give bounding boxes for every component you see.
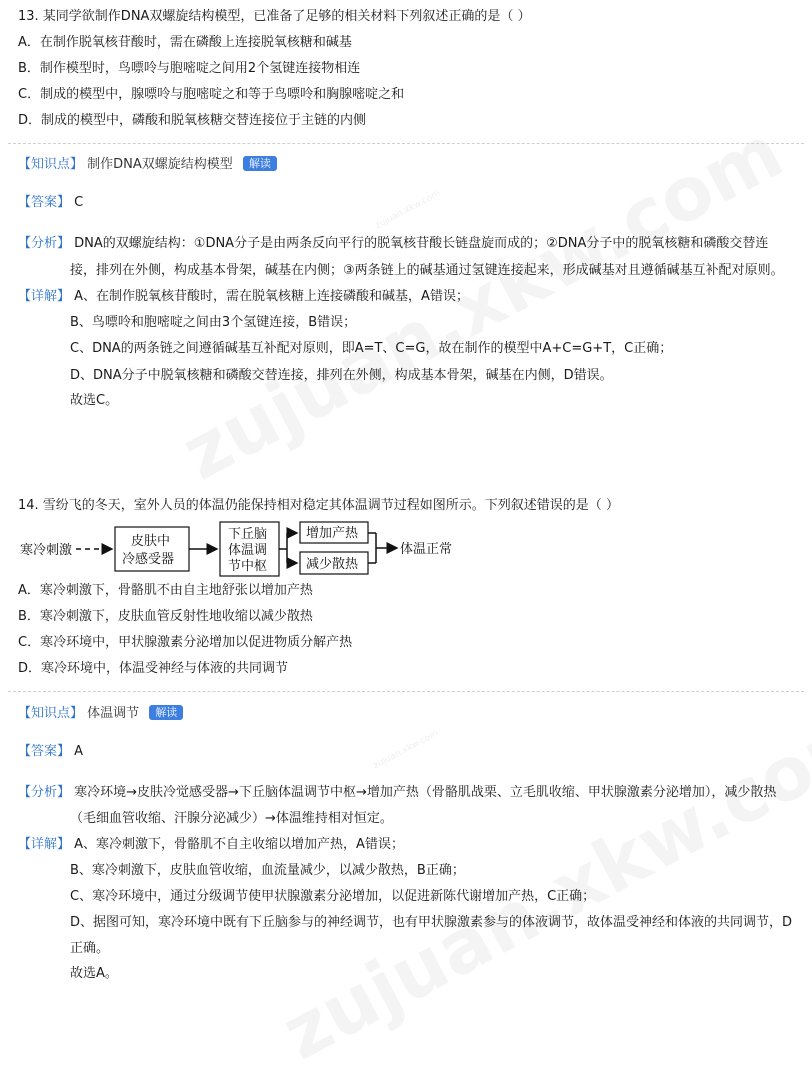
diagram-result: 体温正常 [400, 542, 453, 557]
divider [8, 143, 804, 144]
analysis-row [18, 784, 776, 802]
detail-line: 故选C。 [70, 393, 119, 408]
knowledge-point-row [18, 156, 277, 174]
divider [8, 691, 804, 692]
detail-line: 故选A。 [70, 966, 118, 981]
option-d: D．制成的模型中，磷酸和脱氧核糖交替连接位于主链的内侧 [18, 113, 367, 128]
detail-tag: 【详解】 [18, 837, 71, 852]
knowledge-tag: 【知识点】 [18, 706, 84, 721]
knowledge-point-row [18, 705, 183, 723]
analysis-line: 寒冷环境→皮肤冷觉感受器→下丘脑体温调节中枢→增加产热（骨骼肌战栗、立毛肌收缩、甲状腺激素分泌增加），减少散热 [74, 785, 777, 800]
detail-line: B、鸟嘌呤和胞嘧啶之间由3个氢键连接，B错误； [70, 315, 357, 330]
center-label: 节中枢 [228, 559, 268, 574]
answer-tag: 【答案】 [18, 195, 71, 210]
analysis-tag: 【分析】 [18, 785, 71, 800]
decrease-heat-label: 减少散热 [306, 557, 359, 572]
detail-line: A、寒冷刺激下，骨骼肌不自主收缩以增加产热，A错误； [74, 837, 404, 852]
watermark-small: zujuan.xkw.com [371, 728, 441, 772]
detail-line: B、寒冷刺激下，皮肤血管收缩，血流量减少，以减少散热，B正确； [70, 863, 465, 878]
explain-button[interactable]: 解读 [243, 156, 277, 171]
answer-tag: 【答案】 [18, 744, 71, 759]
analysis-line: 接，排列在外侧，构成基本骨架，碱基在内侧；③两条链上的碱基通过氢键连接起来，形成碱基对且遵循碱基互补配对原则。 [70, 263, 784, 278]
detail-line: C、DNA的两条链之间遵循碱基互补配对原则，即A=T、C=G，故在制作的模型中A+C=G+T，C正确； [70, 341, 673, 356]
analysis-tag: 【分析】 [18, 236, 71, 251]
answer-value: C [74, 195, 84, 210]
detail-line: D、DNA分子中脱氧核糖和磷酸交替连接，排列在外侧，构成基本骨架，碱基在内侧，D错误。 [70, 368, 613, 383]
detail-row [18, 836, 404, 854]
option-c: C．寒冷环境中，甲状腺激素分泌增加以促进物质分解产热 [18, 635, 353, 650]
watermark [269, 689, 812, 1077]
receptor-label: 皮肤中 [131, 534, 171, 549]
answer-value: A [74, 744, 84, 759]
watermark-small: zujuan.xkw.com [373, 188, 443, 232]
option-a: A．寒冷刺激下，骨骼肌不由自主地舒张以增加产热 [18, 583, 313, 598]
option-d: D．寒冷环境中，体温受神经与体液的共同调节 [18, 661, 289, 676]
option-a: A．在制作脱氧核苷酸时，需在磷酸上连接脱氧核糖和碱基 [18, 35, 352, 50]
center-label: 体温调 [228, 543, 268, 558]
analysis-row [18, 235, 768, 253]
center-label: 下丘脑 [228, 527, 268, 542]
question-stem: 14. 雪纷飞的冬天，室外人员的体温仍能保持相对稳定其体温调节过程如图所示。下列叙述错误的是（ ） [18, 498, 619, 513]
receptor-label: 冷感受器 [122, 552, 175, 567]
option-b: B．寒冷刺激下，皮肤血管反射性地收缩以减少散热 [18, 609, 313, 624]
option-c: C．制成的模型中，腺嘌呤与胞嘧啶之和等于鸟嘌呤和胸腺嘧啶之和 [18, 87, 405, 102]
knowledge-tag: 【知识点】 [18, 157, 84, 172]
detail-line: D、据图可知，寒冷环境中既有下丘脑参与的神经调节，也有甲状腺激素参与的体液调节，故体温受神经和体液的共同调节，D [70, 915, 793, 930]
detail-tag: 【详解】 [18, 289, 71, 304]
analysis-line: （毛细血管收缩、汗腺分泌减少）→体温维持相对恒定。 [70, 811, 393, 826]
analysis-line: DNA的双螺旋结构：①DNA分子是由两条反向平行的脱氧核苷酸长链盘旋而成的；②DNA分子中的脱氧核糖和磷酸交替连 [74, 236, 769, 251]
detail-line: 正确。 [70, 941, 110, 956]
diagram-stimulus: 寒冷刺激 [20, 543, 73, 558]
question-stem: 13. 某同学欲制作DNA双螺旋结构模型，已准备了足够的相关材料下列叙述正确的是（ ） [18, 9, 531, 24]
explain-button[interactable]: 解读 [149, 705, 183, 720]
detail-line: C、寒冷环境中，通过分级调节使甲状腺激素分泌增加，以促进新陈代谢增加产热，C正确； [70, 889, 596, 904]
answer-row [18, 743, 83, 761]
detail-line: A、在制作脱氧核苷酸时，需在脱氧核糖上连接磷酸和碱基，A错误； [74, 289, 469, 304]
answer-row [18, 194, 83, 212]
thermoregulation-diagram [16, 517, 516, 587]
increase-heat-label: 增加产热 [306, 526, 359, 541]
knowledge-point-link[interactable]: 制作DNA双螺旋结构模型 [87, 157, 233, 172]
knowledge-point-link[interactable]: 体温调节 [87, 706, 140, 721]
detail-row [18, 288, 469, 306]
option-b: B．制作模型时，鸟嘌呤与胞嘧啶之间用2个氢键连接物相连 [18, 61, 361, 76]
